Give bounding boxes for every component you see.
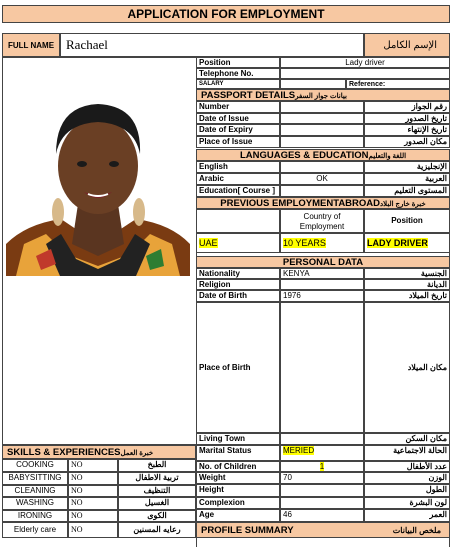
skill-row-label: Elderly care bbox=[2, 522, 68, 538]
personal-religion-value[interactable] bbox=[280, 279, 364, 290]
skill-row-ar: الطبخ bbox=[118, 459, 196, 472]
personal-age-ar: العمر bbox=[364, 509, 450, 522]
language-row-value[interactable] bbox=[280, 161, 364, 173]
skill-row-ar: رعايه المسنين bbox=[118, 522, 196, 538]
skill-row-label: WASHING bbox=[2, 497, 68, 510]
skill-row-ar: الكوى bbox=[118, 510, 196, 522]
personal-title: PERSONAL DATA bbox=[282, 257, 364, 268]
language-row-ar: الإنجليزية bbox=[364, 161, 450, 173]
profile-title: PROFILE SUMMARY bbox=[201, 525, 294, 536]
personal-dob-ar: تاريخ الميلاد bbox=[364, 290, 450, 302]
passport-row-value[interactable] bbox=[280, 113, 364, 124]
personal-weight-label: Weight bbox=[196, 472, 280, 484]
reference-label: Reference: bbox=[346, 79, 450, 89]
skill-row-label: CLEANING bbox=[2, 485, 68, 497]
skill-row-label: COOKING bbox=[2, 459, 68, 472]
full-name-field[interactable] bbox=[60, 33, 364, 57]
passport-section-header bbox=[196, 89, 450, 101]
language-row-label: English bbox=[196, 161, 280, 173]
passport-row-label: Number bbox=[196, 101, 280, 113]
country-column-header: Country of Employment bbox=[280, 209, 364, 233]
personal-marital-value[interactable]: MERIED bbox=[280, 445, 364, 461]
skill-row-ar: تربية الاطفال bbox=[118, 472, 196, 485]
passport-row-value[interactable] bbox=[280, 124, 364, 136]
language-row-ar: العربية bbox=[364, 173, 450, 185]
personal-marital-ar: الحالة الاجتماعية bbox=[364, 445, 450, 461]
portrait-image bbox=[6, 94, 190, 276]
skill-row-value[interactable]: NO bbox=[68, 472, 118, 485]
skill-row-ar: الغسيل bbox=[118, 497, 196, 510]
form-title: APPLICATION FOR EMPLOYMENT bbox=[127, 7, 325, 21]
languages-title: LANGUAGES & EDUCATION bbox=[239, 150, 369, 161]
personal-nationality-label: Nationality bbox=[196, 268, 280, 279]
previous-position: LADY DRIVER bbox=[367, 238, 428, 248]
personal-age-label: Age bbox=[196, 509, 280, 522]
full-name-label: FULL NAME bbox=[7, 41, 55, 50]
profile-title-ar: ملخص البيانات bbox=[392, 526, 441, 535]
previous-years-cell[interactable] bbox=[280, 233, 364, 253]
passport-row-label: Place of Issue bbox=[196, 136, 280, 148]
passport-row-value[interactable] bbox=[280, 136, 364, 148]
form-header bbox=[2, 5, 450, 23]
passport-row-ar: رقم الجواز bbox=[364, 101, 450, 113]
language-row-value[interactable]: OK bbox=[280, 173, 364, 185]
personal-religion-label: Religion bbox=[196, 279, 280, 290]
telephone-label: Telephone No. bbox=[196, 68, 280, 79]
personal-complexion-label: Complexion bbox=[196, 497, 280, 509]
skill-row-value[interactable]: NO bbox=[68, 497, 118, 510]
skills-title-ar: خبرة العمل bbox=[120, 450, 154, 457]
applicant-photo bbox=[6, 94, 190, 276]
skill-row-value[interactable]: NO bbox=[68, 522, 118, 538]
previous-title: PREVIOUS EMPLOYMENTABROAD bbox=[220, 198, 381, 209]
passport-row-value[interactable] bbox=[280, 101, 364, 113]
personal-data-header bbox=[196, 256, 450, 268]
full-name-label-cell bbox=[2, 33, 60, 57]
passport-row-ar: مكان الصدور bbox=[364, 136, 450, 148]
skill-row-value[interactable]: NO bbox=[68, 510, 118, 522]
previous-position-cell[interactable] bbox=[364, 233, 450, 253]
previous-country-cell[interactable] bbox=[196, 233, 280, 253]
personal-living-label: Living Town bbox=[196, 433, 280, 445]
personal-children-value[interactable]: 1 bbox=[280, 461, 364, 472]
personal-pob-label: Place of Birth bbox=[196, 302, 280, 433]
personal-living-ar: مكان السكن bbox=[364, 433, 450, 445]
skill-row-ar: التنظيف bbox=[118, 485, 196, 497]
personal-age-value[interactable]: 46 bbox=[280, 509, 364, 522]
previous-employment-header bbox=[196, 197, 450, 209]
salary-value[interactable] bbox=[280, 79, 346, 89]
skills-section-header bbox=[2, 445, 196, 459]
personal-nationality-ar: الجنسية bbox=[364, 268, 450, 279]
telephone-value[interactable] bbox=[280, 68, 450, 79]
personal-children-ar: عدد الأطفال bbox=[364, 461, 450, 472]
personal-pob-value[interactable] bbox=[280, 302, 364, 433]
personal-complexion-ar: لون البشرة bbox=[364, 497, 450, 509]
position-column-header: Position bbox=[364, 209, 450, 233]
personal-living-value[interactable] bbox=[280, 433, 364, 445]
passport-row-label: Date of Expiry bbox=[196, 124, 280, 136]
languages-section-header bbox=[196, 149, 450, 161]
personal-pob-ar: مكان الميلاد bbox=[364, 302, 450, 433]
passport-row-ar: تاريخ الإنتهاء bbox=[364, 124, 450, 136]
personal-weight-ar: الوزن bbox=[364, 472, 450, 484]
passport-title-ar: بيانات جواز السفر bbox=[295, 93, 347, 100]
personal-dob-label: Date of Birth bbox=[196, 290, 280, 302]
previous-title-ar: خبرة خارج البلاد bbox=[380, 201, 426, 208]
personal-height-label: Height bbox=[196, 484, 280, 497]
passport-title: PASSPORT DETAILS bbox=[201, 90, 296, 101]
personal-height-value[interactable] bbox=[280, 484, 364, 497]
full-name-ar-label: الإسم الكامل bbox=[383, 40, 437, 51]
personal-height-ar: الطول bbox=[364, 484, 450, 497]
profile-summary-header bbox=[196, 522, 450, 538]
personal-children-label: No. of Children bbox=[196, 461, 280, 472]
language-row-label: Arabic bbox=[196, 173, 280, 185]
position-value[interactable]: Lady driver bbox=[280, 57, 450, 68]
language-row-value[interactable] bbox=[280, 185, 364, 197]
full-name-ar-cell bbox=[364, 33, 450, 57]
skill-row-label: IRONING bbox=[2, 510, 68, 522]
language-row-ar: المستوى التعليم bbox=[364, 185, 450, 197]
passport-row-ar: تاريخ الصدور bbox=[364, 113, 450, 124]
skills-title: SKILLS & EXPERIENCES bbox=[7, 447, 121, 458]
salary-label: SALARY bbox=[196, 79, 280, 89]
skill-row-value[interactable]: NO bbox=[68, 459, 118, 472]
full-name-value: Rachael bbox=[66, 37, 108, 52]
skill-row-value[interactable]: NO bbox=[68, 485, 118, 497]
language-row-label: Education[ Course ] bbox=[196, 185, 280, 197]
personal-religion-ar: الديانة bbox=[364, 279, 450, 290]
passport-row-label: Date of Issue bbox=[196, 113, 280, 124]
previous-country: UAE bbox=[199, 238, 218, 248]
previous-blank-header bbox=[196, 209, 280, 233]
skill-row-label: BABYSITTING bbox=[2, 472, 68, 485]
position-label: Position bbox=[196, 57, 280, 68]
personal-marital-label: Marital Status bbox=[196, 445, 280, 461]
languages-title-ar: اللغة والتعليم bbox=[368, 153, 407, 160]
profile-summary-body[interactable] bbox=[196, 538, 450, 547]
personal-nationality-value[interactable]: KENYA bbox=[280, 268, 364, 279]
personal-complexion-value[interactable] bbox=[280, 497, 364, 509]
personal-dob-value[interactable]: 1976 bbox=[280, 290, 364, 302]
previous-years: 10 YEARS bbox=[283, 238, 326, 248]
personal-weight-value[interactable]: 70 bbox=[280, 472, 364, 484]
